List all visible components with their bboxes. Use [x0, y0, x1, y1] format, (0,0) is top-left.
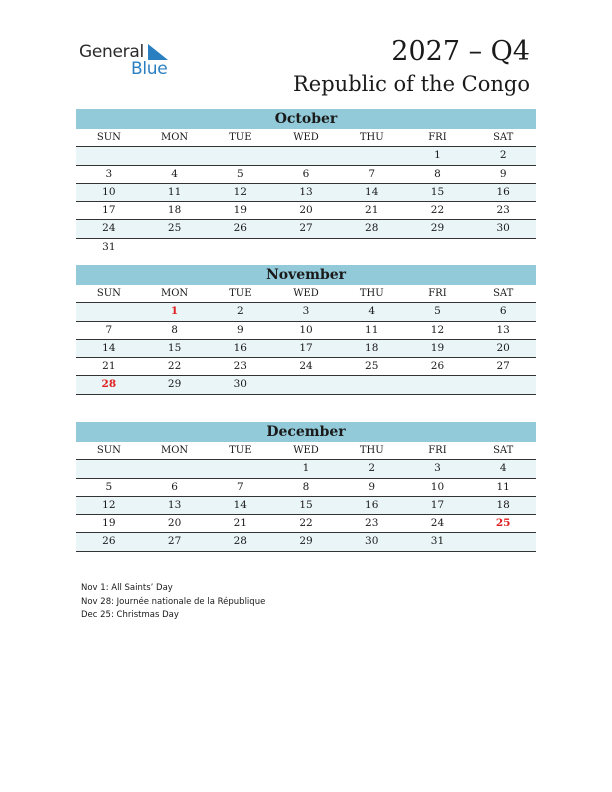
day-cell: 7	[368, 167, 376, 180]
day-cell: 31	[430, 535, 445, 548]
weekday-header-row	[76, 442, 536, 460]
logo-word-blue: Blue	[131, 59, 168, 79]
day-cell: 22	[167, 360, 182, 373]
day-cell: 12	[430, 323, 445, 336]
month-calendar-december	[76, 422, 536, 552]
day-cell: 16	[365, 498, 379, 511]
day-cell: 22	[430, 204, 445, 217]
week-row	[76, 376, 536, 394]
day-cell: 27	[167, 535, 182, 548]
day-cell: 29	[167, 378, 182, 391]
day-cell	[273, 376, 339, 393]
day-cell: 4	[368, 305, 376, 318]
weekday-label: SUN	[96, 288, 121, 299]
weekday-label: SAT	[493, 288, 514, 299]
country-name: Republic of the Congo	[293, 72, 530, 96]
day-cell: 18	[496, 498, 510, 511]
day-cell: 31	[102, 240, 116, 253]
day-cell: 11	[496, 480, 510, 493]
day-cell	[339, 239, 405, 256]
weekday-label: TUE	[229, 445, 252, 456]
day-cell: 10	[299, 323, 313, 336]
day-cell: 28	[365, 222, 379, 235]
weekday-label: WED	[293, 132, 319, 143]
weekday-label: SAT	[493, 132, 514, 143]
day-cell: 8	[434, 167, 441, 180]
weekday-label: WED	[293, 445, 319, 456]
day-cell: 11	[365, 323, 379, 336]
holiday-note: Nov 1: All Saints’ Day	[81, 583, 173, 593]
day-cell: 15	[430, 185, 445, 198]
day-cell: 11	[167, 185, 182, 198]
page-title: 2027 – Q4	[391, 36, 530, 67]
weekday-label: THU	[359, 132, 384, 143]
week-row	[76, 202, 536, 220]
day-cell: 20	[299, 204, 313, 217]
day-cell: 12	[102, 498, 116, 511]
day-cell: 9	[368, 480, 376, 493]
day-cell: 13	[167, 498, 182, 511]
month-calendar-october	[76, 109, 536, 256]
day-cell: 16	[233, 341, 247, 354]
logo	[79, 42, 189, 82]
weekday-label: SUN	[96, 132, 121, 143]
week-row	[76, 533, 536, 551]
week-row	[76, 460, 536, 478]
holiday-day-cell: 28	[101, 378, 117, 391]
weekday-label: THU	[359, 288, 384, 299]
day-cell: 29	[299, 535, 313, 548]
day-cell: 24	[102, 222, 116, 235]
day-cell: 4	[171, 167, 178, 180]
day-cell	[339, 147, 405, 164]
week-row	[76, 166, 536, 184]
day-cell: 18	[365, 341, 379, 354]
day-cell: 30	[365, 535, 379, 548]
day-cell: 23	[233, 360, 247, 373]
day-cell: 9	[236, 323, 244, 336]
day-cell: 4	[499, 462, 507, 475]
week-row	[76, 239, 536, 256]
day-cell	[470, 533, 536, 550]
day-cell: 6	[171, 480, 178, 493]
day-cell: 1	[434, 149, 441, 162]
day-cell: 19	[102, 517, 116, 530]
day-cell: 3	[302, 305, 310, 318]
week-row	[76, 515, 536, 533]
day-cell	[76, 147, 142, 164]
day-cell	[76, 460, 142, 477]
week-row	[76, 340, 536, 358]
day-cell: 17	[299, 341, 313, 354]
month-name: November	[76, 265, 536, 285]
weekday-label: MON	[160, 288, 189, 299]
weekday-label: TUE	[229, 288, 252, 299]
weekday-label: SAT	[493, 445, 514, 456]
week-row	[76, 322, 536, 340]
day-cell: 18	[167, 204, 182, 217]
week-row	[76, 358, 536, 376]
week-row	[76, 147, 536, 165]
day-cell: 3	[105, 167, 113, 180]
day-cell: 24	[299, 360, 313, 373]
day-cell	[405, 239, 471, 256]
day-cell: 23	[496, 204, 510, 217]
day-cell: 28	[233, 535, 247, 548]
week-row	[76, 184, 536, 202]
day-cell: 26	[430, 360, 445, 373]
weekday-header-row	[76, 285, 536, 303]
day-cell: 10	[430, 480, 445, 493]
day-cell	[207, 239, 273, 256]
day-cell: 14	[365, 185, 379, 198]
day-cell: 24	[430, 517, 445, 530]
day-cell: 15	[299, 498, 313, 511]
day-cell: 1	[302, 462, 310, 475]
day-cell: 26	[102, 535, 116, 548]
day-cell: 13	[299, 185, 313, 198]
day-cell: 2	[368, 462, 376, 475]
day-cell: 19	[430, 341, 445, 354]
day-cell: 6	[499, 305, 507, 318]
day-cell	[339, 376, 405, 393]
weekday-label: TUE	[229, 132, 252, 143]
holiday-day-cell: 25	[495, 517, 511, 530]
day-cell	[142, 460, 208, 477]
day-cell: 22	[299, 517, 313, 530]
day-cell: 7	[236, 480, 244, 493]
day-cell: 6	[302, 167, 310, 180]
day-cell	[470, 376, 536, 393]
day-cell: 5	[105, 480, 113, 493]
day-cell: 5	[236, 167, 244, 180]
weekday-label: SUN	[96, 445, 121, 456]
day-cell	[207, 460, 273, 477]
weekday-label: THU	[359, 445, 384, 456]
logo-word-general: General	[79, 42, 144, 62]
month-name: December	[76, 422, 536, 442]
holiday-day-cell: 1	[170, 305, 179, 318]
weekday-label: WED	[293, 288, 319, 299]
day-cell	[405, 376, 471, 393]
day-cell: 15	[167, 341, 182, 354]
weekday-label: FRI	[428, 445, 447, 456]
day-cell: 25	[167, 222, 182, 235]
day-cell: 21	[365, 204, 379, 217]
day-cell: 20	[167, 517, 182, 530]
day-cell	[142, 147, 208, 164]
day-cell	[76, 303, 142, 320]
day-cell: 30	[496, 222, 510, 235]
day-cell	[273, 147, 339, 164]
day-cell: 29	[430, 222, 445, 235]
month-name: October	[76, 109, 536, 129]
weekday-label: FRI	[428, 288, 447, 299]
day-cell: 7	[105, 323, 113, 336]
day-cell: 13	[496, 323, 510, 336]
day-cell: 14	[233, 498, 247, 511]
month-calendar-november	[76, 265, 536, 395]
day-cell: 21	[233, 517, 247, 530]
day-cell: 20	[496, 341, 510, 354]
day-cell: 10	[102, 185, 116, 198]
holiday-note: Nov 28: Journée nationale de la République	[81, 596, 266, 607]
day-cell: 21	[102, 360, 116, 373]
weekday-label: MON	[160, 445, 189, 456]
week-row	[76, 497, 536, 515]
day-cell: 9	[499, 167, 507, 180]
day-cell	[470, 239, 536, 256]
day-cell: 8	[171, 323, 178, 336]
day-cell	[273, 239, 339, 256]
weekday-header-row	[76, 129, 536, 147]
triangle-flag-icon	[148, 44, 168, 60]
day-cell: 14	[102, 341, 116, 354]
weekday-label: MON	[160, 132, 189, 143]
day-cell	[142, 239, 208, 256]
holiday-note: Dec 25: Christmas Day	[81, 610, 179, 620]
week-row	[76, 479, 536, 497]
day-cell: 2	[236, 305, 244, 318]
day-cell: 3	[434, 462, 441, 475]
week-row	[76, 220, 536, 238]
day-cell: 16	[496, 185, 510, 198]
day-cell: 12	[233, 185, 247, 198]
day-cell: 23	[365, 517, 379, 530]
day-cell	[207, 147, 273, 164]
day-cell: 30	[233, 378, 247, 391]
day-cell: 27	[299, 222, 313, 235]
day-cell: 5	[434, 305, 441, 318]
week-row	[76, 303, 536, 321]
holiday-notes	[81, 582, 265, 623]
day-cell: 19	[233, 204, 247, 217]
day-cell: 8	[302, 480, 310, 493]
day-cell: 2	[499, 149, 507, 162]
day-cell: 17	[430, 498, 445, 511]
day-cell: 17	[102, 204, 116, 217]
weekday-label: FRI	[428, 132, 447, 143]
day-cell: 25	[365, 360, 379, 373]
day-cell: 26	[233, 222, 247, 235]
day-cell: 27	[496, 360, 510, 373]
